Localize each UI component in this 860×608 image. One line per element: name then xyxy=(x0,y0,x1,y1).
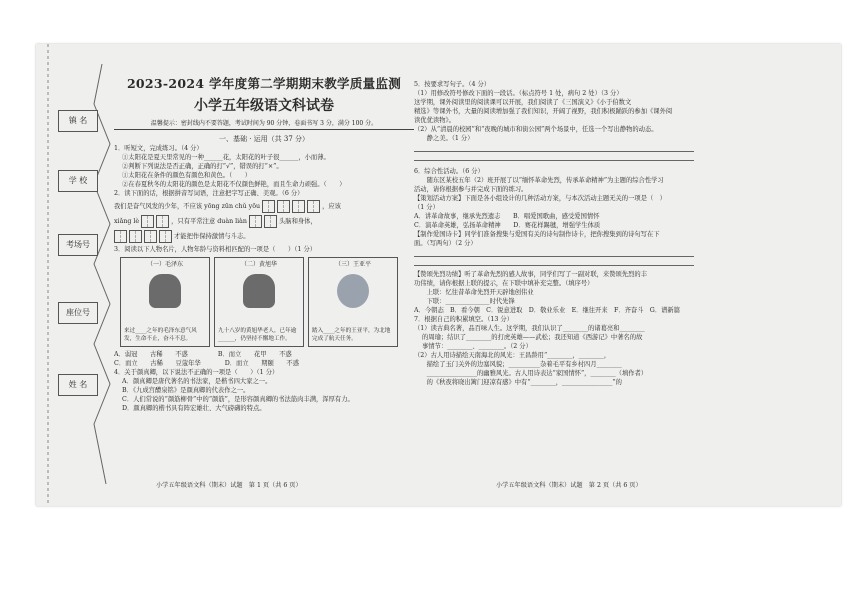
q6-line: C．演革命英雄，弘扬革命精神 D．赛花样踢毽，增强学生体质 xyxy=(414,222,601,229)
card-text: 九十八岁的黄旭华老人，已年逾______，仍坚持不懈地工作。 xyxy=(218,328,297,342)
q6-options: A．今朝态 B．看今朝 C．锐意进取 D．敬业乐业 E．继往开来 F．齐奋斗 G．谱新篇 xyxy=(414,307,681,314)
q7-line: ________________的幽雅风光。古人用诗表达“家国情怀”，________（填作者） xyxy=(414,370,648,377)
card-caption: （三）王亚平 xyxy=(334,261,371,268)
writing-cell[interactable] xyxy=(277,200,290,213)
q1-line: 1．听短文，完成练习。（4 分） xyxy=(114,145,203,152)
answer-line[interactable] xyxy=(414,152,694,161)
writing-cell[interactable] xyxy=(141,215,154,228)
q7-line: 事情节：________、________。（2 分） xyxy=(422,343,532,350)
pinyin-row-1 xyxy=(114,200,414,213)
q7-line: 的周瑜；结识了________的打虎英雄——武松；我还知道《西游记》中著名的故 xyxy=(422,334,643,341)
q1-line: ①太阳花是夏天里常见的一种______花，太阳花的叶子很______，小而薄。 xyxy=(122,154,330,161)
pinyin-row-2 xyxy=(114,215,414,228)
person-card xyxy=(214,257,304,347)
writing-cell[interactable] xyxy=(262,200,275,213)
portrait-photo xyxy=(243,274,275,308)
q6-line: A．讲革命故事，继承先烈遗志 B．唱爱国歌曲，感受爱国情怀 xyxy=(414,213,600,220)
q6-line: 面。（写两句）（2 分） xyxy=(414,240,477,247)
q1-line: ②在春夏秋冬的太阳花的颜色是太阳花不仅颜色鲜艳，而且生命力顽强。（ ） xyxy=(122,181,346,188)
pinyin-text: xiǎng lè xyxy=(114,218,140,225)
writing-cell[interactable] xyxy=(144,230,157,243)
exam-title: 小学五年级语文科试卷 xyxy=(194,98,334,114)
q6-line: 【制作爱国诗卡】同学们准备搜集与爱国有关的诗句制作诗卡，把你搜集到的诗句写在下 xyxy=(414,231,660,238)
side-box-school: 学 校 xyxy=(58,170,98,192)
q5-line: 这学期，课外阅读里的阅读课可以开展，我们阅读了《三国演义》《小于伯数文 xyxy=(414,99,632,106)
q2-line: 2．读下面的话，根据拼音写词语，注意把字写正确、美观。（6 分） xyxy=(114,190,304,197)
pinyin-text: 才能把作保持激情与斗志。 xyxy=(174,233,250,240)
page-1-footer: 小学五年级语文科（期末）试题 第 1 页（共 6 页） xyxy=(156,482,302,489)
q6-line: 6．综合性活动。（6 分） xyxy=(414,168,484,175)
q6-line: 随东区某校五年（2）班开展了以“缅怀革命先烈，传承革命精神”为主题的综合性学习 xyxy=(414,177,664,184)
q3-options-row xyxy=(114,350,414,359)
person-cards xyxy=(120,257,414,347)
q5-line: 读优优读物》。 xyxy=(414,117,455,124)
pinyin-text: ，只有平常注意 duàn liàn xyxy=(171,218,247,225)
portrait-photo xyxy=(149,274,181,308)
side-box-name: 姓 名 xyxy=(58,374,98,396)
seal-line-margin xyxy=(36,44,116,506)
side-box-seat: 座位号 xyxy=(58,302,98,324)
pinyin-text: 头脑和身体， xyxy=(278,218,317,225)
q4-line: C．人们常说的“颜筋柳骨”中的“颜筋”，是形容颜真卿的书法筋肉丰满，浑厚有力。 xyxy=(122,396,354,403)
page-1 xyxy=(114,74,414,413)
q3-options-row xyxy=(114,359,414,368)
writing-cell[interactable] xyxy=(129,230,142,243)
side-box-exam-room: 考场号 xyxy=(58,234,98,256)
pinyin-text: 我们是奋气风发的少年，不应该 yōng zūn chǔ yōu xyxy=(114,203,261,210)
person-card xyxy=(308,257,398,347)
q4-line: D．颜真卿的楷书具有阵宏雄壮、大气磅礴的特点。 xyxy=(122,405,266,412)
card-text: 来过____之年的毛泽东意气风发，生命不止，奋斗不息。 xyxy=(124,328,197,342)
writing-cell[interactable] xyxy=(249,215,262,228)
pinyin-text: ，应该 xyxy=(322,203,341,210)
q7-line: 7．根据自己的积累填空。（13 分） xyxy=(414,316,514,323)
exam-paper xyxy=(36,44,841,506)
portrait-photo xyxy=(337,274,369,308)
card-caption: （一）毛泽东 xyxy=(146,261,183,268)
writing-cell[interactable] xyxy=(264,215,277,228)
q7-line: （1）读古典名著，品百味人生。这学期，我们认识了________的诸葛亮和________ xyxy=(414,325,645,332)
q5-line: 静之美。（1 分） xyxy=(414,135,474,142)
q5-line: （1）用修改符号修改下面的一段话。（标点符号 1 处，病句 2 处）（3 分） xyxy=(414,90,623,97)
card-caption: （二）黄旭华 xyxy=(240,261,277,268)
q1-line: ①太阳花在条件的颜色有颜色和黄色。（ ） xyxy=(122,172,252,179)
person-card xyxy=(120,257,210,347)
q6-line: （1 分） xyxy=(414,204,439,211)
q6b-line: 【赞颂先烈功绩】听了革命先烈的感人故事，同学们写了一副对联，来赞颂先烈的丰 xyxy=(414,271,647,278)
option-b: B．而立 花甲 不惑 xyxy=(217,351,292,358)
q7-line: 的《秋夜将晓出篱门迎凉有感》中有“________，________________”的 xyxy=(414,379,622,386)
answer-line[interactable] xyxy=(414,248,694,257)
card-text: 踏入____之年的王亚平，为北地完成了航天任务。 xyxy=(312,328,391,342)
writing-cell[interactable] xyxy=(156,215,169,228)
q6-line: 【策划活动方案】下面是各小组设计的几种活动方案，与本次活动主题无关的一项是（ ） xyxy=(414,195,666,202)
writing-cell[interactable] xyxy=(114,230,127,243)
q3-line: 3．阅读以下人物名片，人物年龄与资料相匹配的一项是（ ）（1 分） xyxy=(114,246,317,253)
q4-line: B．《九成宫醴泉铭》是颜真卿的代表作之一。 xyxy=(122,387,250,394)
pinyin-row-3 xyxy=(114,230,414,243)
q6b-line: 功伟绩，请你根据上联的提示，在下联中填补充完整。（填序号） xyxy=(414,280,594,287)
exam-year-title: 2023-2024 学年度第二学期期末教学质量监测 xyxy=(126,76,402,91)
q7-line: 描绘了玉门关外的边塞风貌；__________杂着毛平有乡村四月________ xyxy=(414,361,622,368)
q7-line: （2）古人用诗描绘天南海北的风光：王昌龄用“________，________， xyxy=(414,352,611,359)
q6-line: 活动，请你根据参与并完成下面的练习。 xyxy=(414,186,528,193)
answer-line[interactable] xyxy=(414,143,694,152)
writing-cell[interactable] xyxy=(292,200,305,213)
page-2-footer: 小学五年级语文科（期末）试题 第 2 页（共 6 页） xyxy=(496,482,642,489)
option-d: D．而立 期颐 不惑 xyxy=(224,360,300,367)
q5-line: 5．按要求写句子。（4 分） xyxy=(414,81,491,88)
q5-line: 精选》等课外书，大量的阅读增加强了我们知识，开阔了视野，我们积极踊跃的参加《课外阅 xyxy=(414,108,673,115)
writing-cell[interactable] xyxy=(159,230,172,243)
option-a: A．弱冠 古稀 不惑 xyxy=(114,351,188,358)
writing-cell[interactable] xyxy=(307,200,320,213)
exam-note: 温馨提示：密封线内不要答题，考试时间为 90 分钟，卷面书写 3 分，满分 100 分。 xyxy=(114,118,414,130)
q6b-line: 上联：忆往昔革命先烈开天辟地创伟业 xyxy=(414,289,534,296)
option-c: C．而立 古稀 豆蔻年华 xyxy=(114,360,201,367)
q4-line: 4．关于颜真卿，以下说法不正确的一项是（ ）（1 分） xyxy=(114,369,279,376)
page-2 xyxy=(414,80,704,387)
section-heading: 一、基础 · 运用（共 37 分） xyxy=(218,135,310,143)
side-box-town: 镇 名 xyxy=(58,110,98,132)
q5-line: （2）从“清晨的校园”和“夜晚的城市和街公园”两个场景中，任选一个写出静物的动态。 xyxy=(414,126,658,133)
q6b-line: 下联：______________时代先锋 xyxy=(414,298,515,305)
answer-line[interactable] xyxy=(414,257,694,266)
q1-line: ②判断下列说法是否正确，正确的打“√”，错误的打“×”。 xyxy=(122,163,283,170)
q4-line: A．颜真卿是唐代著名的书法家，是楷书四大家之一。 xyxy=(122,378,272,385)
